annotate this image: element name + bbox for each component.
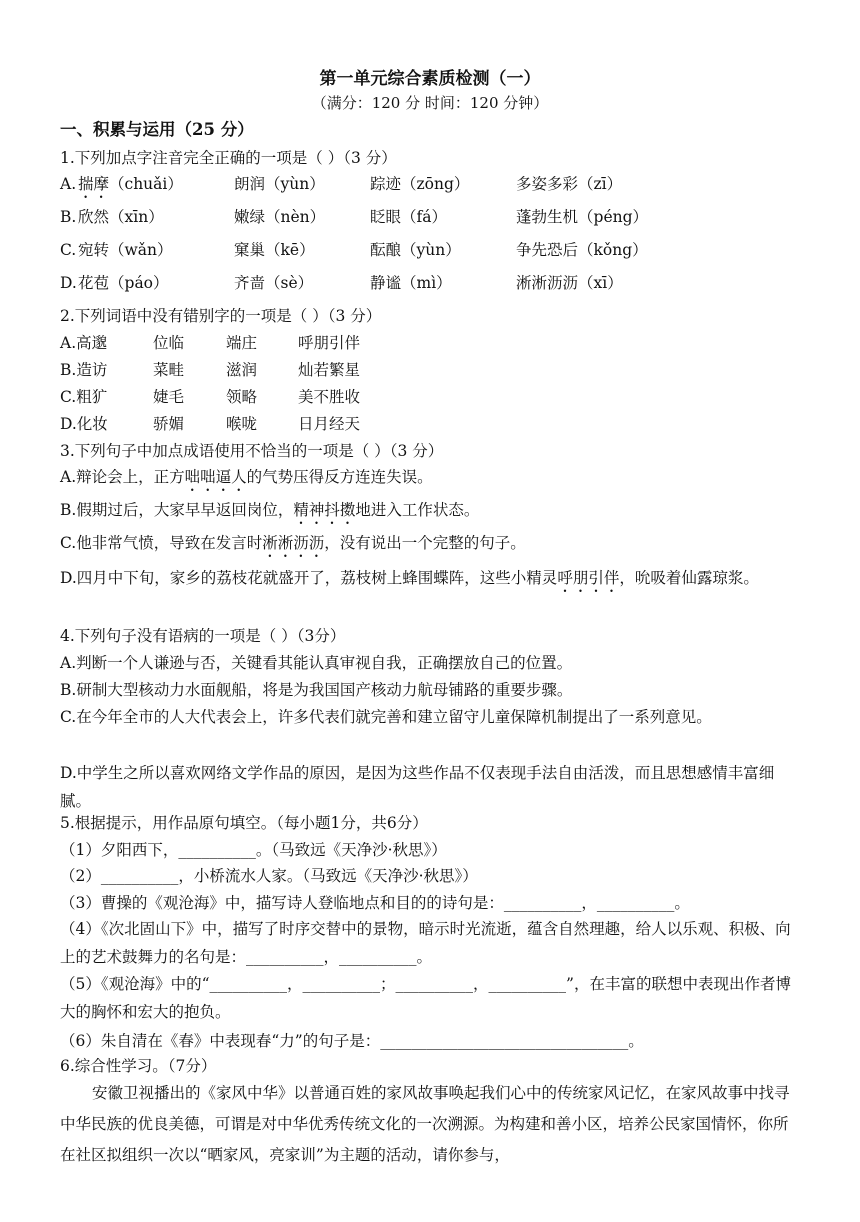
q3-option-d: D.四月中下旬，家乡的荔枝花就盛开了，荔枝树上蜂围蝶阵，这些小精灵呼朋引伴，吮吸着仙露琼浆。	[60, 569, 759, 587]
q6-paragraph: 安徽卫视播出的《家风中华》以普通百姓的家风故事唤起我们心中的传统家风记忆，在家风故事中找寻中华民族的优良美德，可谓是对中华优秀传统文化的一次溯源。为构建和善小区，培养公民家国情怀，你所在社区拟组织一次以“晒家风，亮家训”为主题的活动，请你参与，	[60, 1084, 790, 1164]
q4-stem: 4.下列句子没有语病的一项是（ ）（3分）	[60, 627, 346, 645]
q3-option-b: B.假期过后，大家早早返回岗位，精神抖擞地进入工作状态。	[60, 501, 480, 519]
q3-option-a: A.辩论会上，正方咄咄逼人的气势压得反方连连失误。	[60, 468, 433, 486]
q2-stem: 2.下列词语中没有错别字的一项是（ ）（3 分）	[60, 307, 382, 325]
q5-sub-1: （1）夕阳西下，__________。（马致远《天净沙·秋思》）	[60, 841, 447, 859]
page-subtitle: （满分：120 分 时间：120 分钟）	[311, 94, 549, 112]
q5-sub-6: （6）朱自清在《春》中表现春“力”的句子是：________________________________。	[60, 1032, 644, 1050]
q4-option-c: C.在今年全市的人大代表会上，许多代表们就完善和建立留守儿童保障机制提出了一系列意见。	[60, 708, 712, 726]
q1-stem: 1.下列加点字注音完全正确的一项是（ ）（3 分）	[60, 149, 397, 167]
page-title: 第一单元综合素质检测（一）	[319, 69, 541, 89]
q4-option-d: D.中学生之所以喜欢网络文学作品的原因，是因为这些作品不仅表现手法自由活泼，而且思想感情丰富细腻。	[60, 764, 775, 810]
q5-sub-2: （2）__________，小桥流水人家。（马致远《天净沙·秋思》）	[60, 867, 478, 885]
q5-stem: 5.根据提示，用作品原句填空。（每小题1分，共6分）	[60, 814, 428, 832]
q4-option-b: B.研制大型核动力水面舰船，将是为我国国产核动力航母铺路的重要步骤。	[60, 681, 573, 699]
exam-page: 第一单元综合素质检测（一） （满分：120 分 时间：120 分钟） 一、积累与运用（25 分） 1.下列加点字注音完全正确的一项是（ ）（3 分） A. 揣摩（chuǎi） 朗润（yùn） 踪迹（zōng） 多姿多彩（zī） B. 欣然（xīn） 嫩绿（nèn） 眨眼（fá） 蓬勃生机（péng） C. 宛转（wǎn） 窠巢（kē） 酝酿（yùn） 争先恐后（kǒng） D. 花苞（páo） 齐啬（sè） 静谧（mì） 淅淅沥沥（xī） 2.下列词语中没有错别字的一项是（ ）（3 分） A.高邈 位临 端庄 呼朋引伴 B.造访 菜畦 滋润 灿若繁星 C.粗犷 婕毛 领略 美不胜收 D.化妆 骄媚 喉咙 日月经天 3.下列句子中加点成语使用不恰当的一项是（ ）（3 分） A.辩论会上，正方咄咄逼人的气势压得反方连连失误。 B.假期过后，大家早早返回岗位，精神抖擞地进入工作状态。 C.他非常气愤，导致在发言时淅淅沥沥，没有说出一个完整的句子。 D.四月中下旬，家乡的荔枝花就盛开了，荔枝树上蜂围蝶阵，这些小精灵呼朋引伴，吮吸着仙露琼浆。 4.下列句子没有语病的一项是（ ）（3分） A.判断一个人谦逊与否，关键看其能认真审视自我，正确摆放自己的位置。 B.研制大型核动力水面舰船，将是为我国国产核动力航母铺路的重要步骤。 C.在今年全市的人大代表会上，许多代表们就完善和建立留守儿童保障机制提出了一系列意见。 D.中学生之所以喜欢网络文学作品的原因，是因为这些作品不仅表现手法自由活泼，而且思想感情丰富细腻。 5.根据提示，用作品原句填空。（每小题1分，共6分） （1）夕阳西下，__________。（马致远《天净沙·秋思》） （2）__________，小桥流水人家。（马致远《天净沙·秋思》） （3）曹操的《观沧海》中，描写诗人登临地点和目的的诗句是：__________，__________。 （4）《次北固山下》中，描写了时序交替中的景物，暗示时光流逝，蕴含自然理趣，给人以乐观、积极、向上的艺术鼓舞力的名句是：__________，__________。 （5）《观沧海》中的“__________，__________；__________，__________”，在丰富的联想中表现出作者博大的胸怀和宏大的抱负。 （6）朱自清在《春》中表现春“力”的句子是：________________________________。 6.综合性学习。（7分） 安徽卫视播出的《家风中华》以普通百姓的家风故事唤起我们心中的传统家风记忆，在家风故事中找寻中华民族的优良美德，可谓是对中华优秀传统文化的一次溯源。为构建和善小区，培养公民家国情怀，你所在社区拟组织一次以“晒家风，亮家训”为主题的活动，请你参与，	[0, 0, 860, 1222]
q3-stem: 3.下列句子中加点成语使用不恰当的一项是（ ）（3 分）	[60, 442, 444, 460]
section-heading: 一、积累与运用（25 分）	[60, 120, 254, 139]
q6-stem: 6.综合性学习。（7分）	[60, 1057, 217, 1075]
q5-sub-4: （4）《次北固山下》中，描写了时序交替中的景物，暗示时光流逝，蕴含自然理趣，给人以乐观、积极、向上的艺术鼓舞力的名句是：__________，__________。	[60, 920, 791, 966]
q5-sub-3: （3）曹操的《观沧海》中，描写诗人登临地点和目的的诗句是：__________，__________。	[60, 894, 690, 912]
q4-option-a: A.判断一个人谦逊与否，关键看其能认真审视自我，正确摆放自己的位置。	[60, 654, 573, 672]
q3-option-c: C.他非常气愤，导致在发言时淅淅沥沥，没有说出一个完整的句子。	[60, 534, 526, 552]
q5-sub-5: （5）《观沧海》中的“__________，__________；__________，__________”，在丰富的联想中表现出作者博大的胸怀和宏大的抱负。	[60, 975, 791, 1021]
